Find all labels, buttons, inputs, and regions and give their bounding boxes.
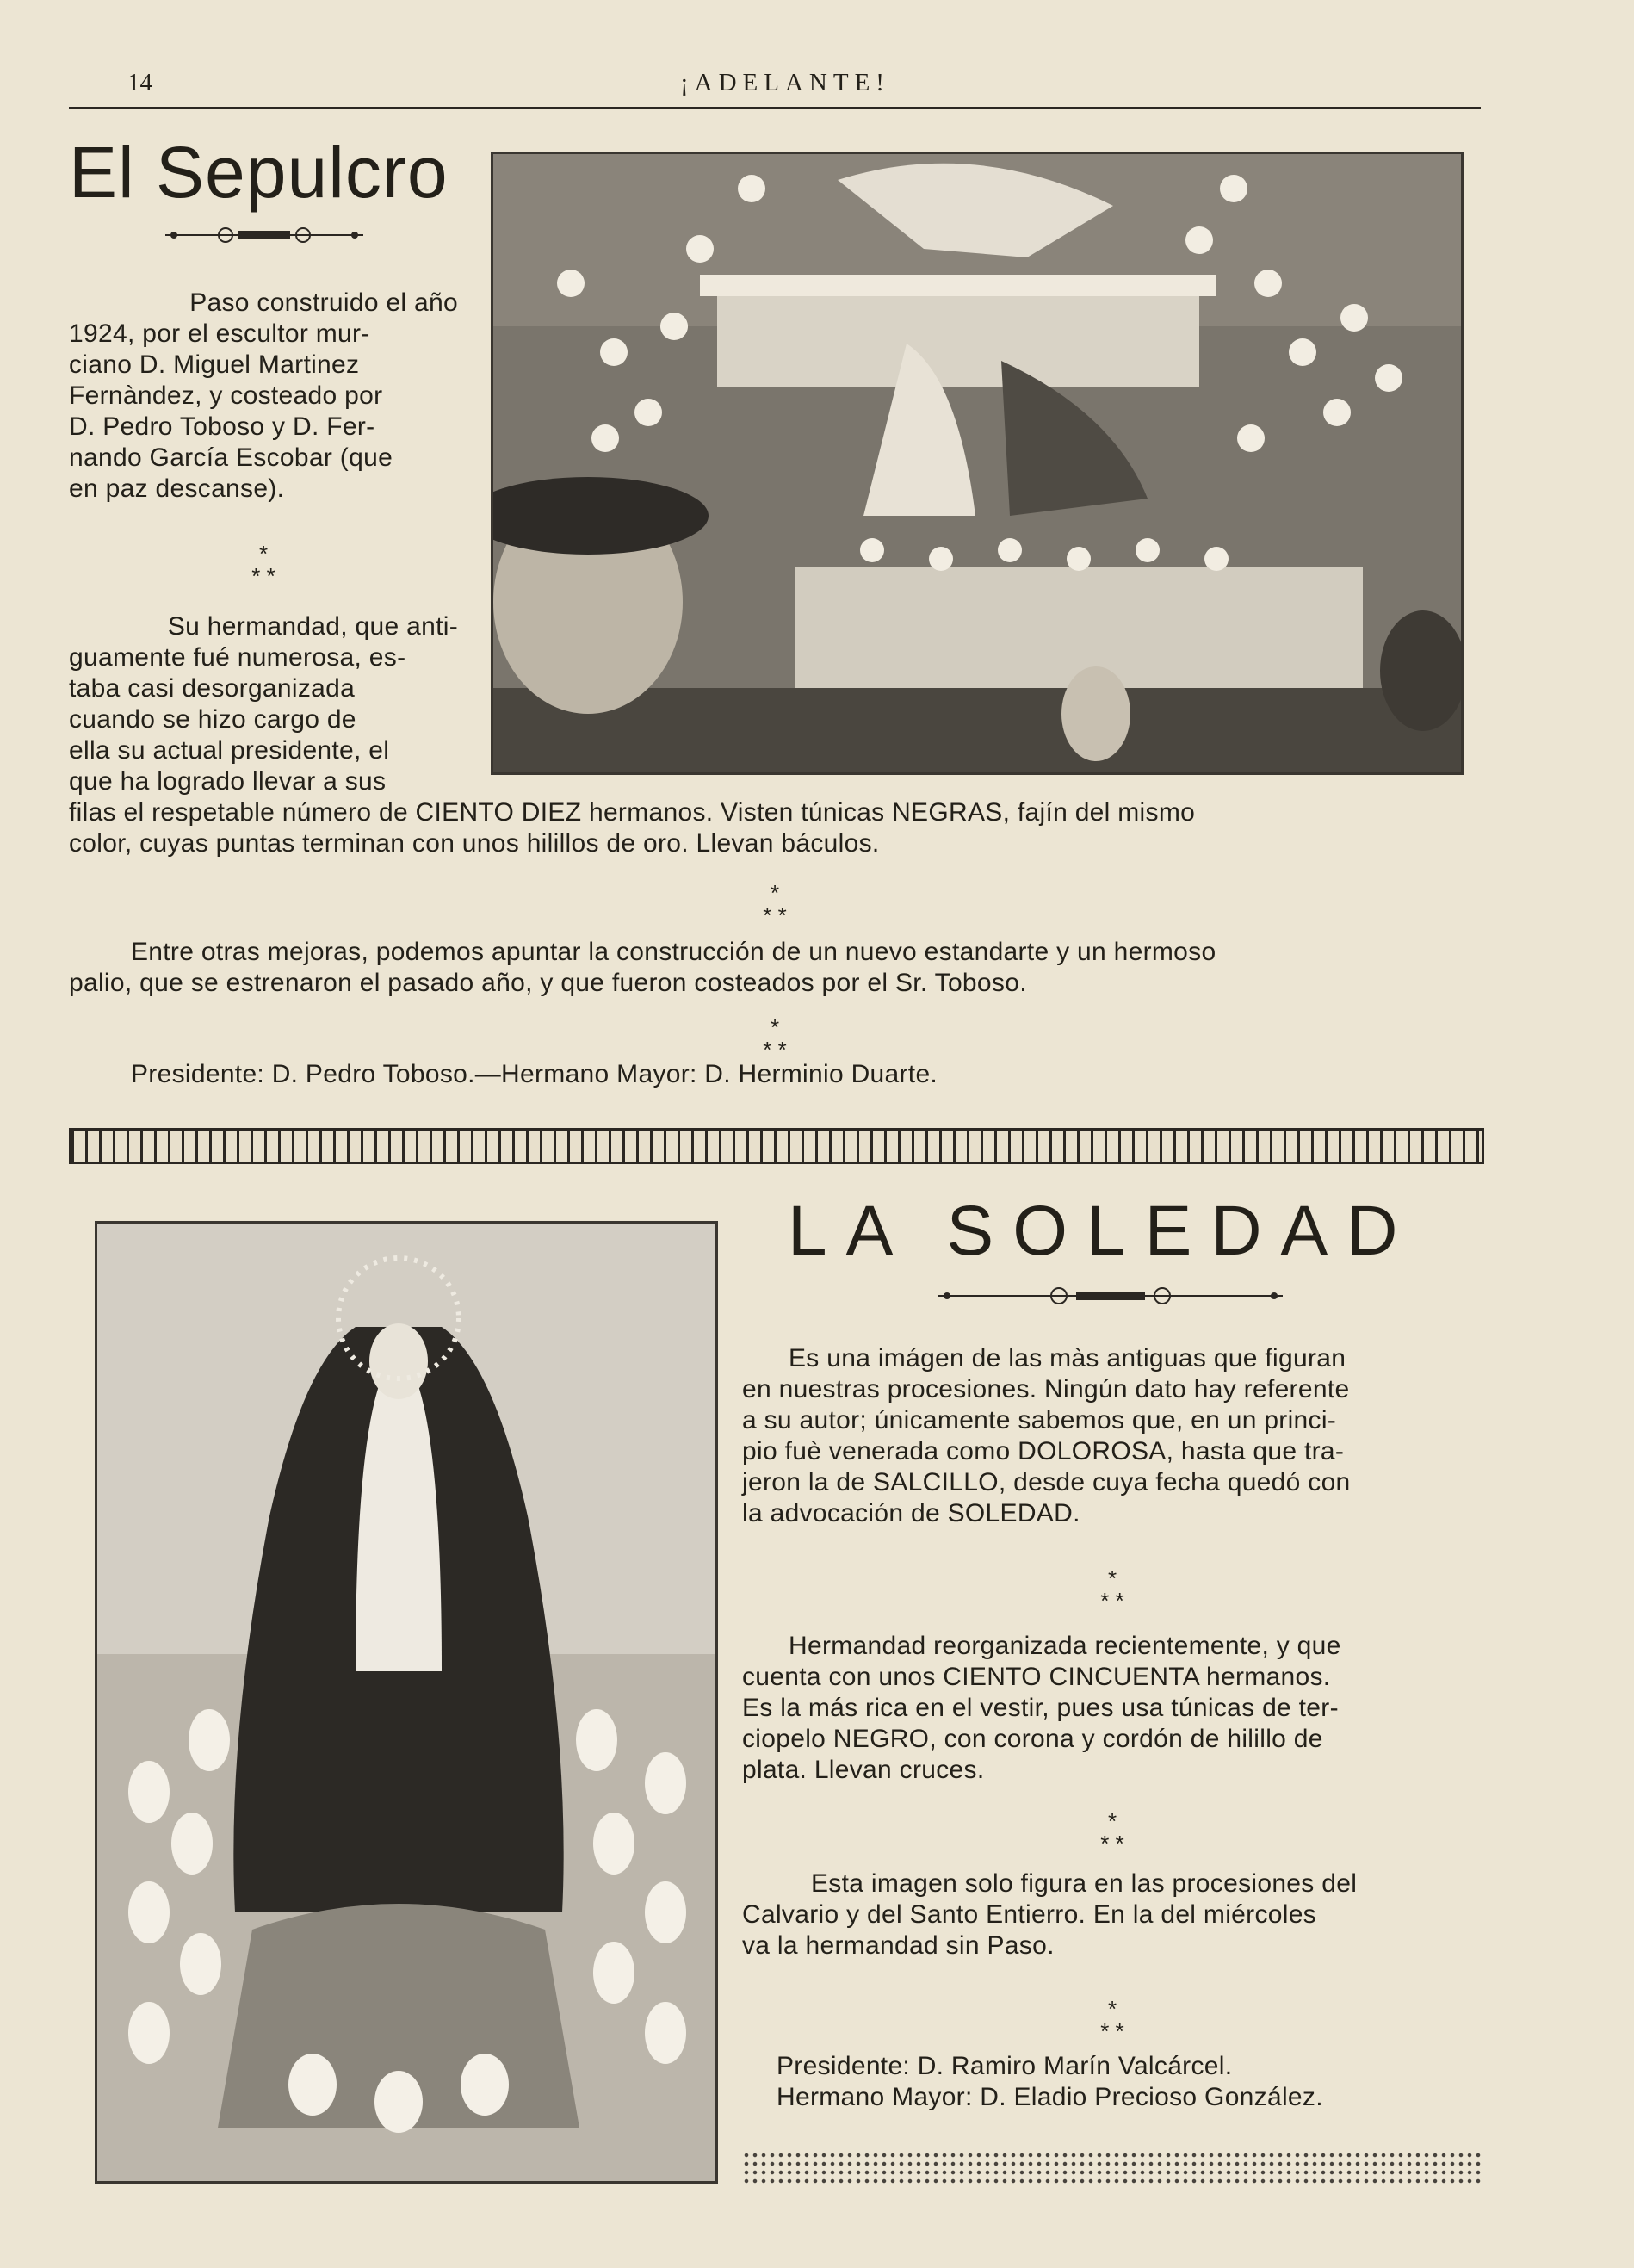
text-line: palio, que se estrenaron el pasado año, y que fueron costeados por el Sr. Toboso. xyxy=(69,969,1027,997)
ornament-divider xyxy=(938,1283,1283,1309)
sepulcro-paragraph-2 xyxy=(69,611,458,797)
asterism-separator: * * * xyxy=(1100,1996,1124,2044)
decorative-border xyxy=(742,2151,1481,2185)
sepulcro-paragraph-1 xyxy=(69,288,458,505)
sepulcro-paragraph-3 xyxy=(69,937,1481,999)
text-line: que ha logrado llevar a sus xyxy=(69,767,387,796)
text-line: Paso construido el año xyxy=(189,288,458,317)
text-line: Calvario y del Santo Entierro. En la del miércoles xyxy=(742,1900,1316,1929)
sepulcro-paragraph-2-continued xyxy=(69,797,1481,859)
page-number: 14 xyxy=(127,69,152,96)
asterism-separator: * * * xyxy=(1100,1808,1124,1856)
procession-float-photo xyxy=(491,152,1464,775)
text-line: taba casi desorganizada xyxy=(69,674,356,703)
text-line: va la hermandad sin Paso. xyxy=(742,1931,1055,1960)
soledad-mayor: Hermano Mayor: D. Eladio Precioso González. xyxy=(777,2083,1323,2111)
text-line: guamente fué numerosa, es- xyxy=(69,643,406,672)
text-line: jeron la de SALCILLO, desde cuya fecha quedó con xyxy=(742,1468,1351,1497)
text-line: D. Pedro Toboso y D. Fer- xyxy=(69,412,375,441)
virgin-statue-photo xyxy=(95,1221,718,2184)
text-line: Esta imagen solo figura en las procesiones del xyxy=(811,1869,1358,1898)
text-line: cuenta con unos CIENTO CINCUENTA hermanos. xyxy=(742,1663,1331,1691)
soledad-paragraph-1 xyxy=(742,1343,1481,1529)
text-line: plata. Llevan cruces. xyxy=(742,1756,985,1784)
text-line: Su hermandad, que anti- xyxy=(167,612,458,641)
sepulcro-officers: Presidente: D. Pedro Toboso.—Hermano Mayor: D. Herminio Duarte. xyxy=(131,1060,938,1088)
soledad-president: Presidente: D. Ramiro Marín Valcárcel. xyxy=(777,2052,1233,2080)
text-line: color, cuyas puntas terminan con unos hilillos de oro. Llevan báculos. xyxy=(69,829,880,858)
text-line: a su autor; únicamente sabemos que, en un princi- xyxy=(742,1406,1337,1435)
text-line: Entre otras mejoras, podemos apuntar la construcción de un nuevo estandarte y un hermoso xyxy=(131,938,1216,966)
soledad-paragraph-3 xyxy=(742,1868,1481,1961)
text-line: Hermandad reorganizada recientemente, y que xyxy=(789,1632,1341,1660)
text-line: en nuestras procesiones. Ningún dato hay referente xyxy=(742,1375,1350,1404)
text-line: nando García Escobar (que xyxy=(69,443,393,472)
section-title-soledad: LA SOLEDAD xyxy=(788,1192,1417,1270)
text-line: cuando se hizo cargo de xyxy=(69,705,356,734)
text-line: ella su actual presidente, el xyxy=(69,736,390,765)
asterism-separator: * * * xyxy=(1100,1565,1124,1614)
asterism-separator: * * * xyxy=(251,541,275,589)
text-line: la advocación de SOLEDAD. xyxy=(742,1499,1080,1527)
ornament-divider xyxy=(165,222,363,248)
asterism-separator: * * * xyxy=(763,880,787,928)
magazine-title: ¡ADELANTE! xyxy=(680,69,890,96)
text-line: Es la más rica en el vestir, pues usa túnicas de ter- xyxy=(742,1694,1339,1722)
text-line: en paz descanse). xyxy=(69,474,285,503)
asterism-separator: * * * xyxy=(763,1014,787,1063)
text-line: Fernàndez, y costeado por xyxy=(69,381,383,410)
text-line: pio fuè venerada como DOLOROSA, hasta que tra- xyxy=(742,1437,1345,1466)
text-line: Es una imágen de las màs antiguas que figuran xyxy=(789,1344,1346,1373)
text-line: filas el respetable número de CIENTO DIEZ hermanos. Visten túnicas NEGRAS, fajín del mismo xyxy=(69,798,1196,827)
text-line: 1924, por el escultor mur- xyxy=(69,319,370,348)
text-line: ciopelo NEGRO, con corona y cordón de hilillo de xyxy=(742,1725,1323,1753)
header-rule xyxy=(69,107,1481,109)
section-title-sepulcro: El Sepulcro xyxy=(69,132,449,213)
decorative-border xyxy=(69,1128,1484,1164)
soledad-paragraph-2 xyxy=(742,1631,1481,1786)
text-line: ciano D. Miguel Martinez xyxy=(69,350,360,379)
